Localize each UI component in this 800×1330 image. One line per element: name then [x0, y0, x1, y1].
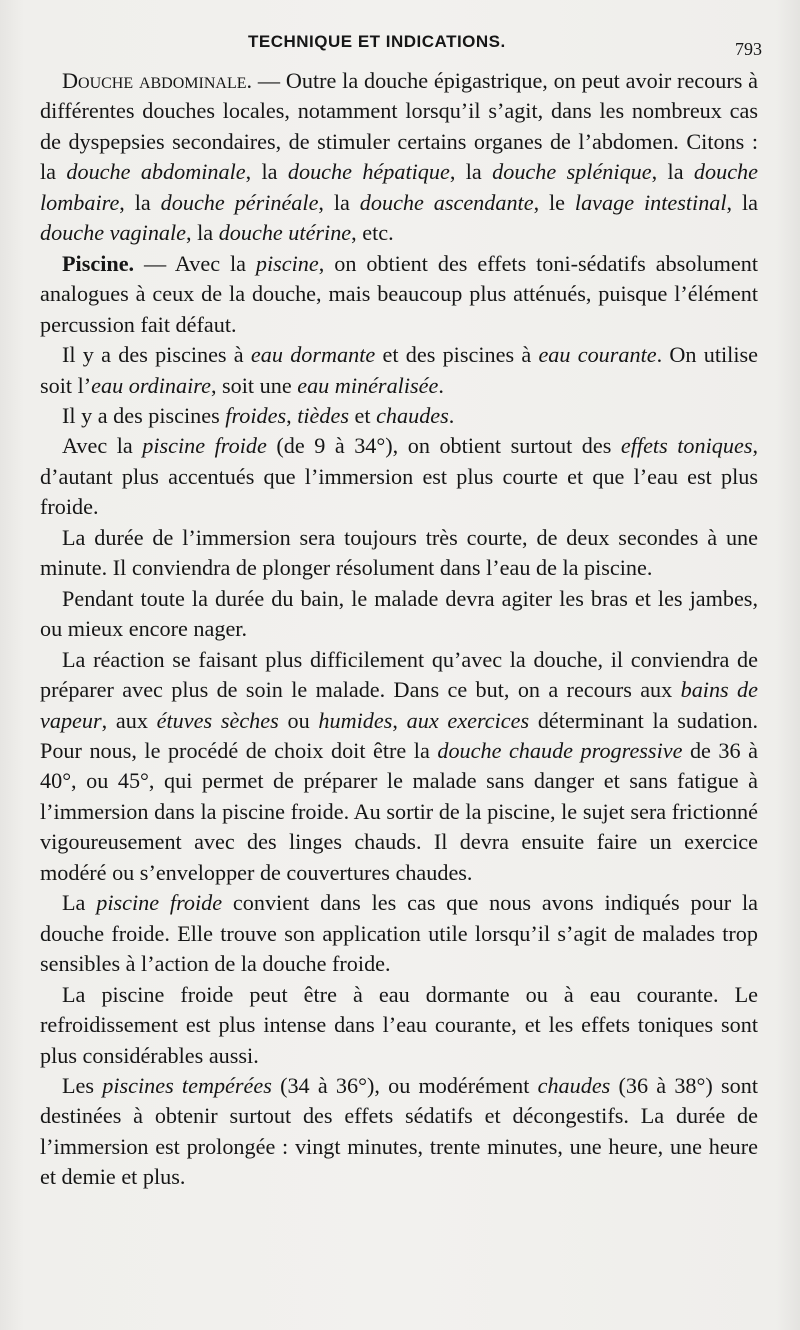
italic-term: douche utérine — [218, 220, 352, 246]
italic-term: humides — [318, 707, 393, 733]
italic-term: piscine froide — [96, 890, 223, 916]
text-run: , on obtient des effets toni-sédatifs absolument analogues à ceux de la douche, mais beaucoup plus atténués, puisque l’élément percussion fait défaut. — [40, 250, 759, 337]
text-run: Il y a des piscines à — [62, 342, 251, 368]
italic-term: eau ordinaire — [91, 372, 211, 398]
paragraph-douche-abdominale — [40, 66, 758, 249]
italic-term: bains de vapeur — [40, 677, 758, 733]
italic-term: étuves sèches — [156, 707, 279, 733]
paragraph — [40, 645, 758, 889]
italic-term: douche ascendante — [359, 189, 534, 215]
paragraph — [40, 584, 758, 645]
text-run: (36 à 38°) sont destinées à obtenir surtout des effets sédatifs et décongestifs. La durée de l’immersion est prolongée : vingt minutes, trente minutes, une heure, une heure et demie et plus. — [40, 1072, 758, 1190]
paragraph — [40, 431, 758, 522]
italic-term: douche lombaire — [40, 159, 758, 215]
text-run: . — [438, 372, 444, 398]
text-run: , aux — [101, 707, 157, 733]
text-run: , soit une — [210, 372, 298, 398]
text-run: , la — [449, 159, 493, 185]
paragraph — [40, 523, 758, 584]
text-run: (de 9 à 34°), on obtient surtout des — [266, 433, 621, 459]
text-run: . On utilise soit l’ — [40, 342, 758, 398]
italic-term: chaudes — [376, 402, 449, 428]
text-run: (34 à 36°), ou modérément — [271, 1072, 538, 1098]
italic-term: piscine froide — [142, 433, 267, 459]
italic-term: douche abdominale — [66, 159, 246, 185]
page-header — [0, 30, 800, 60]
text-run: La durée de l’immersion sera toujours très courte, de deux secondes à une minute. Il conviendra de plonger résolument dans l’eau de la piscine. — [40, 524, 758, 581]
text-run: convient dans les cas que nous avons indiqués pour la douche froide. Elle trouve son application utile lorsqu’il s’agit de malades trop sensibles à l’action de la douche froide. — [40, 890, 758, 977]
italic-term: aux exercices — [406, 707, 530, 733]
text-run: — Avec la — [134, 250, 256, 276]
italic-term: douche vaginale — [40, 220, 187, 246]
text-run: Les — [62, 1072, 103, 1098]
text-run: ou — [278, 707, 319, 733]
italic-term: eau courante — [538, 342, 657, 368]
paragraph — [40, 980, 758, 1071]
running-head: TECHNIQUE ET INDICATIONS. — [248, 32, 506, 51]
italic-term: lavage intestinal — [574, 189, 727, 215]
italic-term: douche splénique — [492, 159, 652, 185]
text-run: , — [286, 402, 298, 428]
text-run: Pendant toute la durée du bain, le malade devra agiter les bras et les jambes, ou mieux encore nager. — [40, 585, 758, 642]
paragraph — [40, 1071, 758, 1193]
text-run: de 36 à 40°, ou 45°, qui permet de préparer le malade sans danger et sans fatigue à l’immersion dans la piscine froide. Au sortir de la piscine, le sujet sera frictionné vigoureusement avec des linges chauds. Il devra ensuite faire un exercice modéré ou s’envelopper de couvertures chaudes. — [40, 737, 758, 885]
page-number: 793 — [735, 39, 762, 59]
text-run: et des piscines à — [375, 342, 539, 368]
section-lead: Douche abdominale. — [62, 68, 253, 93]
text-run: , le — [533, 189, 575, 215]
paragraph — [40, 401, 758, 431]
text-run: , la — [245, 159, 288, 185]
body-text — [40, 66, 758, 1193]
italic-term: effets toniques — [620, 433, 753, 459]
italic-term: eau dormante — [250, 342, 376, 368]
paragraph-piscine — [40, 249, 758, 340]
text-run: , d’autant plus accentués que l’immersion est plus courte et que l’eau est plus froide. — [40, 433, 758, 520]
paragraph — [40, 340, 758, 401]
italic-term: douche périnéale — [160, 189, 319, 215]
text-run: , la — [119, 189, 161, 215]
italic-term: piscines tempérées — [102, 1072, 272, 1098]
text-run: La réaction se faisant plus difficilement qu’avec la douche, il conviendra de préparer avec plus de soin le malade. Dans ce but, on a recours aux — [40, 646, 758, 703]
text-run: et — [348, 402, 377, 428]
text-run: Avec la — [62, 433, 143, 459]
text-run: déterminant la sudation. Pour nous, le procédé de choix doit être la — [40, 707, 759, 763]
text-run: La piscine froide peut être à eau dormante ou à eau courante. Le refroidissement est plus intense dans l’eau courante, et les effets toniques sont plus considérables aussi. — [40, 981, 758, 1068]
italic-term: piscine — [255, 250, 319, 276]
text-run: — Outre la douche épigastrique, on peut avoir recours à différentes douches locales, notamment lorsqu’il s’agit, dans les nombreux cas de dyspepsies secondaires, de stimuler certains organes de l’abdomen. Citons : la — [40, 68, 759, 185]
text-run: , la — [651, 159, 694, 185]
italic-term: tièdes — [297, 402, 349, 428]
text-run: , la — [726, 189, 759, 215]
text-run: , la — [186, 220, 219, 246]
italic-term: douche chaude progressive — [437, 737, 683, 763]
italic-term: froides — [225, 402, 287, 428]
text-run: Il y a des piscines — [62, 402, 226, 428]
italic-term: eau minéralisée — [297, 372, 439, 398]
italic-term: chaudes — [537, 1072, 611, 1098]
text-run: , la — [318, 189, 360, 215]
italic-term: douche hépatique — [287, 159, 450, 185]
text-run: , etc. — [351, 220, 394, 246]
section-lead: Piscine. — [62, 250, 135, 276]
text-run: . — [448, 402, 455, 428]
text-run: , — [392, 707, 407, 733]
text-run: La — [62, 890, 97, 916]
paragraph — [40, 888, 758, 979]
